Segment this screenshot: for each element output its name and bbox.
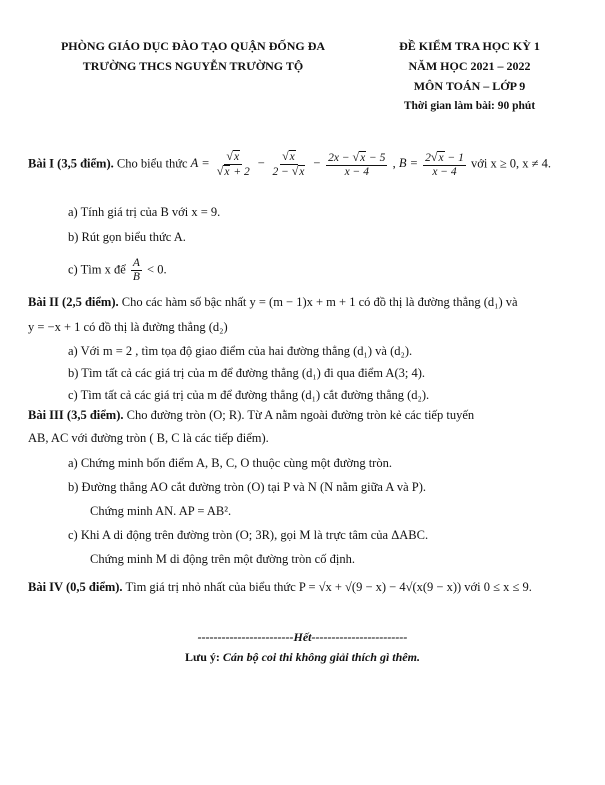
department-name: PHÒNG GIÁO DỤC ĐÀO TẠO QUẬN ĐỐNG ĐA bbox=[60, 39, 326, 53]
exam-title: ĐỀ KIỂM TRA HỌC KỲ 1 bbox=[399, 39, 540, 53]
school-name: TRƯỜNG THCS NGUYỄN TRƯỜNG TỘ bbox=[82, 59, 304, 73]
problem-1-part-a: a) Tính giá trị của B với x = 9. bbox=[68, 205, 221, 219]
formula-b: B = $\frac{2√x - 1}{x - 4}$ bbox=[398, 149, 464, 178]
problem-3-part-b-1: b) Đường thẳng AO cắt đường tròn (O) tại P và N (N nằm giữa A và P). bbox=[68, 480, 427, 494]
problem-3-part-c-2: Chứng minh M di động trên một đường tròn cố định. bbox=[90, 552, 355, 566]
problem-2-line-1 bbox=[28, 294, 518, 310]
problem-3-part-a: a) Chứng minh bốn điểm A, B, C, O thuộc cùng một đường tròn. bbox=[68, 456, 392, 470]
problem-2-part-c: c) Tìm tất cả các giá trị của m để đường thẳng (d₁) cắt đường thẳng (d₂). bbox=[68, 388, 430, 402]
note-label: Lưu ý: bbox=[185, 650, 220, 664]
fraction-a-over-b: $\frac{A}{B}$ bbox=[132, 257, 140, 283]
problem-3-line-1 bbox=[28, 407, 474, 423]
header-right bbox=[362, 36, 577, 116]
problem-1-condition: với x ≥ 0, x ≠ 4. bbox=[470, 156, 552, 171]
exam-duration: Thời gian làm bài: 90 phút bbox=[403, 100, 536, 112]
school-year: NĂM HỌC 2021 – 2022 bbox=[408, 59, 531, 73]
problem-4-statement bbox=[28, 579, 532, 595]
problem-2-title: Bài II (2,5 điểm). bbox=[28, 295, 119, 309]
problem-1-part-b: b) Rút gọn biểu thức A. bbox=[68, 230, 186, 244]
problem-3-part-c-1: c) Khi A di động trên đường tròn (O; 3R), gọi M là trực tâm của ΔABC. bbox=[68, 528, 429, 542]
footer-note bbox=[0, 650, 605, 665]
problem-1-intro: Cho biểu thức bbox=[116, 156, 188, 171]
problem-4-text: Tìm giá trị nhỏ nhất của biểu thức P = √x + √(9 − x) − 4√(x(9 − x)) với 0 ≤ x ≤ 9. bbox=[125, 580, 532, 594]
problem-3-text-1: Cho đường tròn (O; R). Từ A nằm ngoài đường tròn kẻ các tiếp tuyến bbox=[126, 408, 475, 422]
problem-3-part-b-2: Chứng minh AN. AP = AB². bbox=[90, 504, 232, 518]
formula-a: A = $\frac{√x}{√x + 2}$ − $\frac{√x}{2 - √x}$ − $\frac{2x - √x - 5}{x - 4}$ bbox=[190, 149, 386, 178]
problem-1-part-c-text: c) Tìm x để bbox=[68, 262, 126, 277]
problem-1-part-c bbox=[68, 257, 167, 284]
problem-2-line-2: y = −x + 1 có đồ thị là đường thẳng (d₂) bbox=[28, 320, 228, 334]
problem-2-part-a: a) Với m = 2 , tìm tọa độ giao điểm của hai đường thẳng (d₁) và (d₂). bbox=[68, 344, 413, 358]
header-left bbox=[28, 36, 358, 76]
note-text: Cán bộ coi thi không giải thích gì thêm. bbox=[222, 650, 420, 664]
problem-2-part-b: b) Tìm tất cả các giá trị của m để đường thẳng (d₁) đi qua điểm A(3; 4). bbox=[68, 366, 425, 380]
problem-1-title: Bài I (3,5 điểm). bbox=[28, 156, 114, 171]
problem-3-title: Bài III (3,5 điểm). bbox=[28, 408, 124, 422]
problem-1-part-c-inequality: < 0. bbox=[147, 262, 167, 277]
subject: MÔN TOÁN – LỚP 9 bbox=[413, 79, 526, 93]
problem-2-text-1: Cho các hàm số bậc nhất y = (m − 1)x + m + 1 có đồ thị là đường thẳng (d₁) và bbox=[121, 295, 518, 309]
problem-4-title: Bài IV (0,5 điểm). bbox=[28, 580, 123, 594]
end-marker: ------------------------Hết------------------------ bbox=[197, 630, 408, 644]
problem-1-statement: Bài I (3,5 điểm). Cho biểu thức A = $\frac{√x}{√x + 2}$ − $\frac{√x}{2 - √x}$ − $\frac{2x - √x - 5}{x - 4}$ , B = $\frac{2√x - 1}{x - 4}$ với x ≥ 0, x ≠ 4. bbox=[28, 149, 552, 178]
problem-3-line-2: AB, AC với đường tròn ( B, C là các tiếp điểm). bbox=[28, 431, 269, 445]
